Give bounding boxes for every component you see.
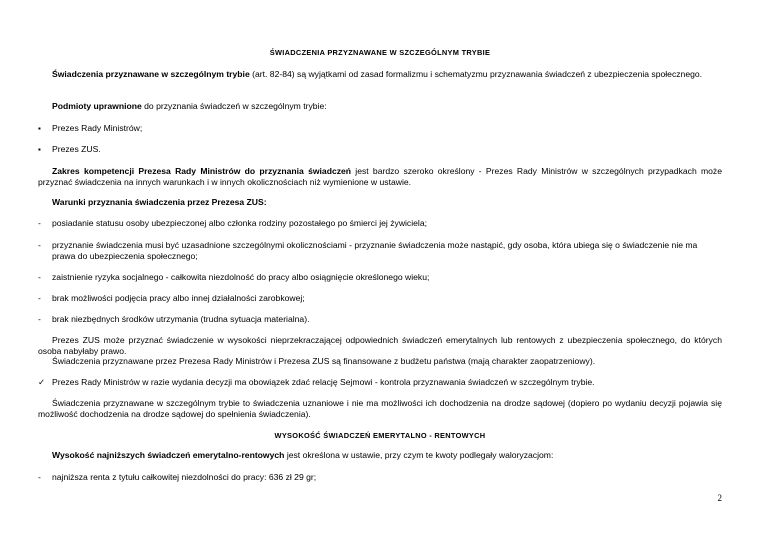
list-item-text: Prezes Rady Ministrów; [52, 123, 143, 133]
list-item-text: zaistnienie ryzyka socjalnego - całkowita niezdolność do pracy albo osiągnięcie określonego wieku; [52, 272, 430, 282]
paragraph-definition [38, 69, 722, 80]
paragraph-zus-amount: Prezes ZUS może przyznać świadczenie w wysokości nieprzekraczającej odpowiednich świadczeń emerytalnych lub rentowych z ubezpieczenia społecznego, do których osoba nabyłaby prawo. [38, 335, 722, 356]
list-item-text: Prezes Rady Ministrów w razie wydania decyzji ma obowiązek zdać relację Sejmowi - kontrola przyznawania świadczeń w szczególnym trybie. [52, 377, 595, 387]
paragraph-discretionary: Świadczenia przyznawane w szczególnym trybie to świadczenia uznaniowe i nie ma możliwości ich dochodzenia na drodze sądowej (dopiero po wydaniu decyzji pojawia się możliwość dochodzenia na drodze sądowej do spełnienia świadczenia). [38, 398, 722, 419]
dash-bullet-icon [38, 272, 50, 283]
list-item-condition [38, 293, 722, 304]
paragraph-minimum-benefits [38, 450, 722, 461]
list-item-text: Prezes ZUS. [52, 144, 101, 154]
list-item-condition [38, 272, 722, 283]
paragraph-entities-intro [38, 101, 722, 112]
bold-term: Świadczenia przyznawane w szczególnym trybie [52, 69, 250, 79]
list-item-text: brak niezbędnych środków utrzymania (trudna sytuacja materialna). [52, 314, 310, 324]
bold-term: Zakres kompetencji Prezesa Rady Ministrów do przyznania świadczeń [52, 166, 352, 176]
list-item-condition [38, 314, 722, 325]
bold-term: Podmioty uprawnione [52, 101, 142, 111]
list-item-condition [38, 218, 722, 229]
page-number: 2 [717, 493, 722, 503]
paragraph-text: (art. 82-84) są wyjątkami od zasad formalizmu i schematyzmu przyznawania świadczeń z ubezpieczenia społecznego. [249, 69, 703, 79]
paragraph-financing: Świadczenia przyznawane przez Prezesa Rady Ministrów i Prezesa ZUS są finansowane z budżetu państwa (mają charakter zaopatrzeniowy). [52, 356, 596, 366]
square-bullet-icon [38, 123, 50, 134]
paragraph-conditions-intro [38, 197, 722, 208]
paragraph-text: jest określona w ustawie, przy czym te kwoty podlegały waloryzacjom: [284, 450, 554, 460]
list-item-amount [38, 472, 722, 483]
paragraph-pm-competence [38, 166, 722, 188]
list-item-entity [38, 123, 722, 134]
bold-term: Warunki przyznania świadczenia przez Prezesa ZUS: [52, 197, 267, 207]
list-item-text: posiadanie statusu osoby ubezpieczonej albo członka rodziny pozostałego po śmierci jej żywiciela; [52, 218, 427, 228]
dash-bullet-icon [38, 293, 50, 304]
list-item-condition [38, 240, 722, 262]
square-bullet-icon [38, 144, 50, 155]
list-item-text: przyznanie świadczenia musi być uzasadnione szczególnymi okolicznościami - przyznanie świadczenia może nastąpić, gdy osoba, która ubiega się o świadczenie nie ma prawa do ubezpieczenia społecznego; [52, 240, 698, 261]
list-item-text: najniższa renta z tytułu całkowitej niezdolności do pracy: 636 zł 29 gr; [52, 472, 317, 482]
list-item-text: brak możliwości podjęcia pracy albo innej działalności zarobkowej; [52, 293, 305, 303]
checkmark-icon [38, 377, 50, 388]
dash-bullet-icon [38, 240, 50, 251]
list-item-entity [38, 144, 722, 155]
dash-bullet-icon [38, 218, 50, 229]
dash-bullet-icon [38, 314, 50, 325]
paragraph-text: jest bardzo szeroko określony - Prezes Rady Ministrów w szczególnych przypadkach może przyznać świadczenia na innych warunkach i w innych okolicznościach niż wymienione w ustawie. [38, 166, 722, 187]
section-heading-special-mode: ŚWIADCZENIA PRZYZNAWANE W SZCZEGÓLNYM TRYBIE [269, 48, 491, 57]
paragraph-text: do przyznania świadczeń w szczególnym trybie: [141, 101, 327, 111]
bold-term: Wysokość najniższych świadczeń emerytalno-rentowych [52, 450, 285, 460]
section-heading-benefit-amount: WYSOKOŚĆ ŚWIADCZEŃ EMERYTALNO - RENTOWYCH [274, 431, 486, 440]
list-item-check [38, 377, 722, 388]
dash-bullet-icon [38, 472, 50, 483]
